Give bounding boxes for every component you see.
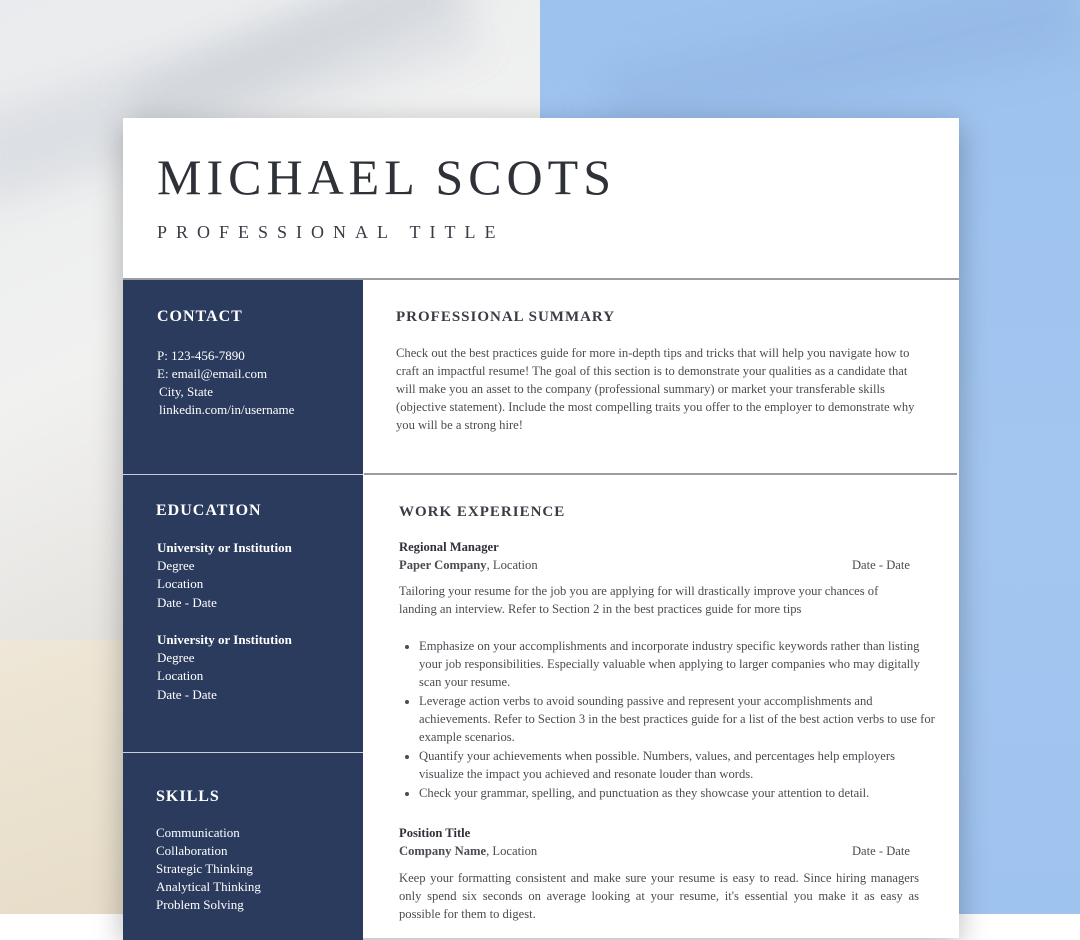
education-institution: University or Institution [157, 540, 292, 555]
job-title: Position Title [399, 826, 471, 840]
job-location: , Location [486, 844, 538, 858]
education-dates: Date - Date [157, 595, 217, 610]
main-divider [364, 473, 957, 475]
skill-item: Collaboration [156, 843, 228, 858]
sidebar-divider [123, 474, 363, 475]
resume-name: MICHAEL SCOTS [157, 149, 617, 205]
skill-item: Problem Solving [156, 897, 244, 912]
professional-title: PROFESSIONAL TITLE [157, 222, 505, 242]
job-company: Paper Company [399, 558, 487, 572]
job-company-line [399, 844, 537, 859]
skill-item: Communication [156, 825, 240, 840]
skill-item: Analytical Thinking [156, 879, 261, 894]
job-location: , Location [486, 558, 538, 572]
contact-linkedin: linkedin.com/in/username [159, 402, 295, 417]
contact-heading: CONTACT [157, 308, 243, 325]
job-title: Regional Manager [399, 540, 499, 554]
contact-city: City, State [159, 384, 214, 399]
education-location: Location [157, 668, 204, 683]
summary-heading: PROFESSIONAL SUMMARY [396, 309, 616, 325]
work-heading: WORK EXPERIENCE [399, 504, 566, 520]
education-degree: Degree [157, 558, 195, 573]
education-institution: University or Institution [157, 632, 292, 647]
education-location: Location [157, 576, 204, 591]
job-description: Keep your formatting consistent and make sure your resume is easy to read. Since hiring managers only spend six seconds on average looking at your resume, it's essential you make it as easy as possible for them to digest. [399, 871, 919, 921]
bullet-item: • Leverage action verbs to avoid sounding passive and represent your accomplishments and achievements. Refer to Section 3 in the best practices guide for a list of the best action verbs to use for example scenarios. [419, 692, 939, 746]
sidebar [123, 280, 363, 940]
education-degree: Degree [157, 650, 195, 665]
sidebar-divider [123, 752, 363, 753]
skill-item: Strategic Thinking [156, 861, 253, 876]
contact-phone: P: 123-456-7890 [157, 348, 245, 363]
job-company-line [399, 558, 538, 573]
job-description: Tailoring your resume for the job you are applying for will drastically improve your chances of landing an interview. Refer to Section 2 in the best practices guide for more tips [399, 584, 879, 616]
background-cloth [0, 640, 130, 914]
job-dates: Date - Date [851, 558, 910, 572]
bullet-item: • Emphasize on your accomplishments and incorporate industry specific keywords rather than listing your job responsibilities. Especially valuable when applying to larger companies who may digitally scan your resume. [419, 637, 939, 691]
contact-email: E: email@email.com [157, 366, 268, 381]
job-bullets [399, 637, 939, 803]
bullet-item: • Check your grammar, spelling, and punctuation as they showcase your attention to detail. [419, 784, 939, 802]
skills-heading: SKILLS [156, 788, 220, 805]
job-company: Company Name [399, 844, 487, 858]
job-dates: Date - Date [851, 844, 910, 858]
summary-text: Check out the best practices guide for more in-depth tips and tricks that will help you navigate how to craft an impactful resume! The goal of this section is to demonstrate your qualities as a candidate that will make you an asset to the company (professional summary) or market your transferable skills (objective statement). Include the most compelling traits you offer to the employer to demonstrate why you will be a strong hire! [396, 346, 915, 432]
education-heading: EDUCATION [156, 502, 262, 519]
resume-page [123, 118, 959, 938]
education-dates: Date - Date [157, 687, 217, 702]
bullet-item: • Quantify your achievements when possible. Numbers, values, and percentages help employers visualize the impact you achieved and resonate louder than words. [419, 747, 939, 783]
